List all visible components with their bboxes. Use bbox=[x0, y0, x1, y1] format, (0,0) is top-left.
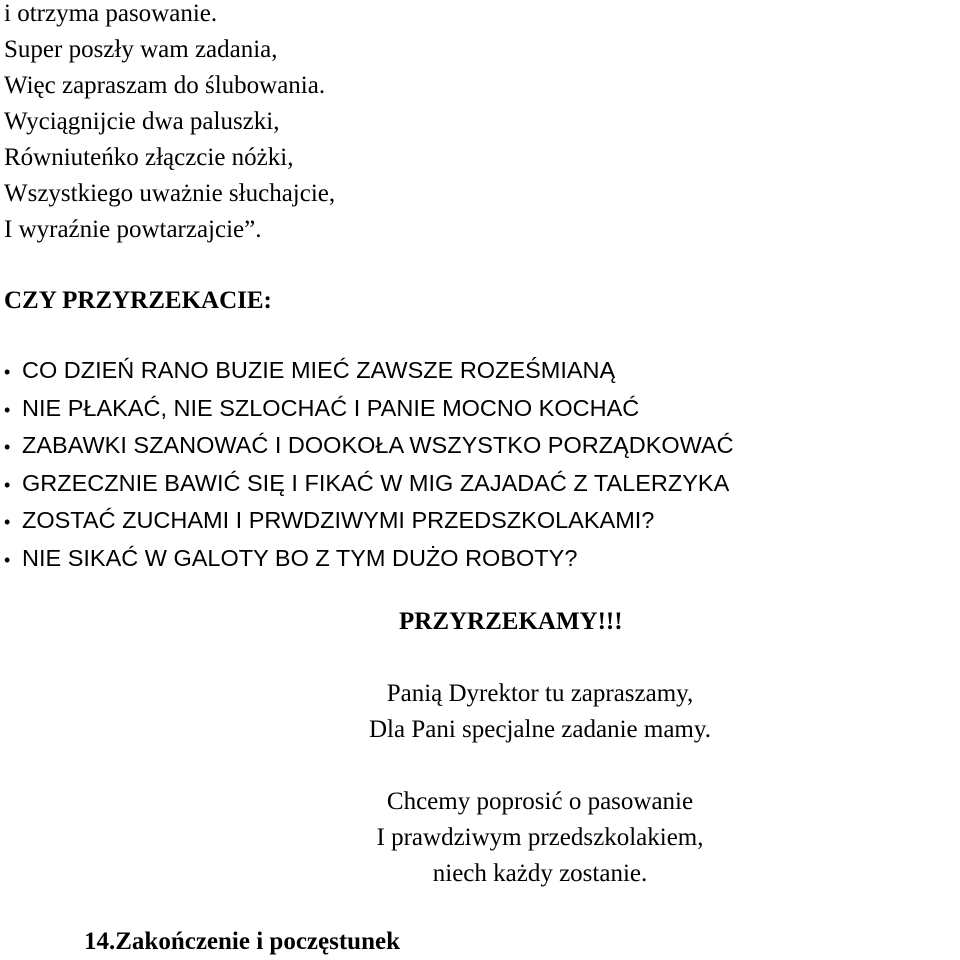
verse-line: Panią Dyrektor tu zapraszamy, bbox=[386, 680, 694, 707]
verse-line: Wszystkiego uważnie słuchajcie, bbox=[4, 180, 336, 207]
pledge-text: CO DZIEŃ RANO BUZIE MIEĆ ZAWSZE ROZEŚMIANĄ bbox=[22, 357, 616, 383]
intro-verse bbox=[4, 0, 335, 248]
verse-line: I wyraźnie powtarzajcie”. bbox=[4, 216, 262, 243]
section-heading-closing: 14.Zakończenie i poczęstunek bbox=[84, 928, 400, 955]
pledge-list bbox=[4, 353, 734, 578]
verse-line: Więc zapraszam do ślubowania. bbox=[4, 72, 326, 99]
list-item bbox=[4, 466, 734, 504]
director-verse bbox=[240, 676, 840, 748]
bullet-icon: • bbox=[4, 362, 11, 382]
verse-line: i otrzyma pasowanie. bbox=[4, 0, 218, 27]
bullet-icon: • bbox=[4, 437, 11, 457]
bullet-icon: • bbox=[4, 512, 11, 532]
list-item bbox=[4, 503, 734, 541]
verse-line: Chcemy poprosić o pasowanie bbox=[386, 788, 694, 815]
pledge-text: GRZECZNIE BAWIĆ SIĘ I FIKAĆ W MIG ZAJADAĆ Z TALERZYKA bbox=[22, 469, 730, 496]
verse-line: Równiuteńko złączcie nóżki, bbox=[4, 144, 294, 171]
verse-line: Dla Pani specjalne zadanie mamy. bbox=[369, 716, 711, 743]
request-verse bbox=[240, 784, 840, 892]
pledge-text: ZOSTAĆ ZUCHAMI I PRWDZIWYMI PRZEDSZKOLAKAMI? bbox=[22, 507, 655, 533]
list-item bbox=[4, 541, 734, 579]
pledge-text: NIE PŁAKAĆ, NIE SZLOCHAĆ I PANIE MOCNO KOCHAĆ bbox=[22, 394, 640, 421]
verse-line: Super poszły wam zadania, bbox=[4, 36, 278, 63]
list-item bbox=[4, 428, 734, 466]
bullet-icon: • bbox=[4, 399, 11, 420]
list-item bbox=[4, 391, 734, 429]
bullet-icon: • bbox=[4, 549, 11, 570]
pledge-text: ZABAWKI SZANOWAĆ I DOOKOŁA WSZYSTKO PORZĄDKOWAĆ bbox=[22, 432, 734, 458]
pledge-heading: CZY PRZYRZEKACIE: bbox=[4, 287, 272, 314]
list-item bbox=[4, 353, 734, 391]
verse-line: I prawdziwym przedszkolakiem, bbox=[376, 824, 704, 851]
pledge-text: NIE SIKAĆ W GALOTY BO Z TYM DUŻO ROBOTY? bbox=[22, 544, 578, 571]
verse-line: niech każdy zostanie. bbox=[432, 860, 648, 887]
verse-line: Wyciągnijcie dwa paluszki, bbox=[4, 108, 280, 135]
pledge-answer: PRZYRZEKAMY!!! bbox=[399, 608, 623, 635]
bullet-icon: • bbox=[4, 474, 11, 495]
